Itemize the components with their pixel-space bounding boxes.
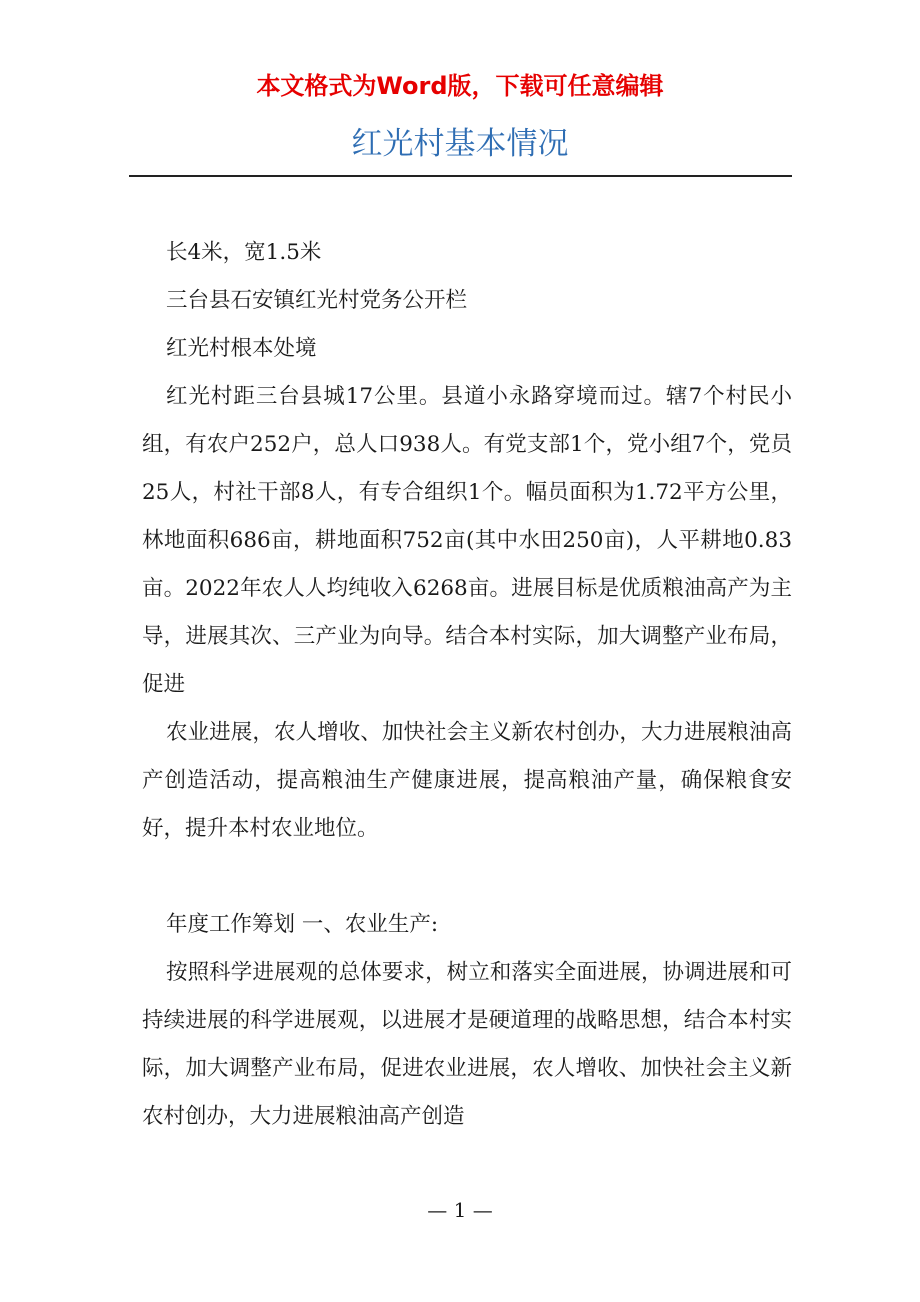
paragraph-village-overview: 红光村距三台县城17公里。县道小永路穿境而过。辖7个村民小组，有农户252户，总人口938人。有党支部1个，党小组7个，党员25人，村社干部8人，有专合组织1个。幅员面积为1.72平方公里，林地面积686亩，耕地面积752亩(其中水田250亩)，人平耕地0.83亩。2022年农人人均纯收入6268亩。进展目标是优质粮油高产为主导，进展其次、三产业为向导。结合本村实际，加大调整产业布局，促进 (142, 384, 792, 697)
document-body (142, 229, 792, 1141)
paragraph-size: 长4米，宽1.5米 (166, 240, 322, 265)
title-divider (129, 175, 792, 177)
paragraph-annual-plan-heading: 年度工作筹划 一、农业生产: (166, 912, 439, 937)
paragraph-development-goals: 农业进展，农人增收、加快社会主义新农村创办，大力进展粮油高产创造活动，提高粮油生产健康进展，提高粮油产量，确保粮食安好，提升本村农业地位。 (142, 720, 792, 841)
paragraph-agriculture-plan: 按照科学进展观的总体要求，树立和落实全面进展，协调进展和可持续进展的科学进展观，以进展才是硬道理的战略思想，结合本村实际，加大调整产业布局，促进农业进展，农人增收、加快社会主义新农村创办，大力进展粮油高产创造 (142, 960, 792, 1129)
paragraph-board-title: 三台县石安镇红光村党务公开栏 (166, 288, 468, 313)
page-number: — 1 — (427, 1198, 493, 1222)
paragraph-section-heading: 红光村根本处境 (166, 336, 317, 361)
document-title: 红光村基本情况 (351, 126, 569, 162)
format-notice: 本文格式为Word版，下载可任意编辑 (256, 72, 664, 100)
